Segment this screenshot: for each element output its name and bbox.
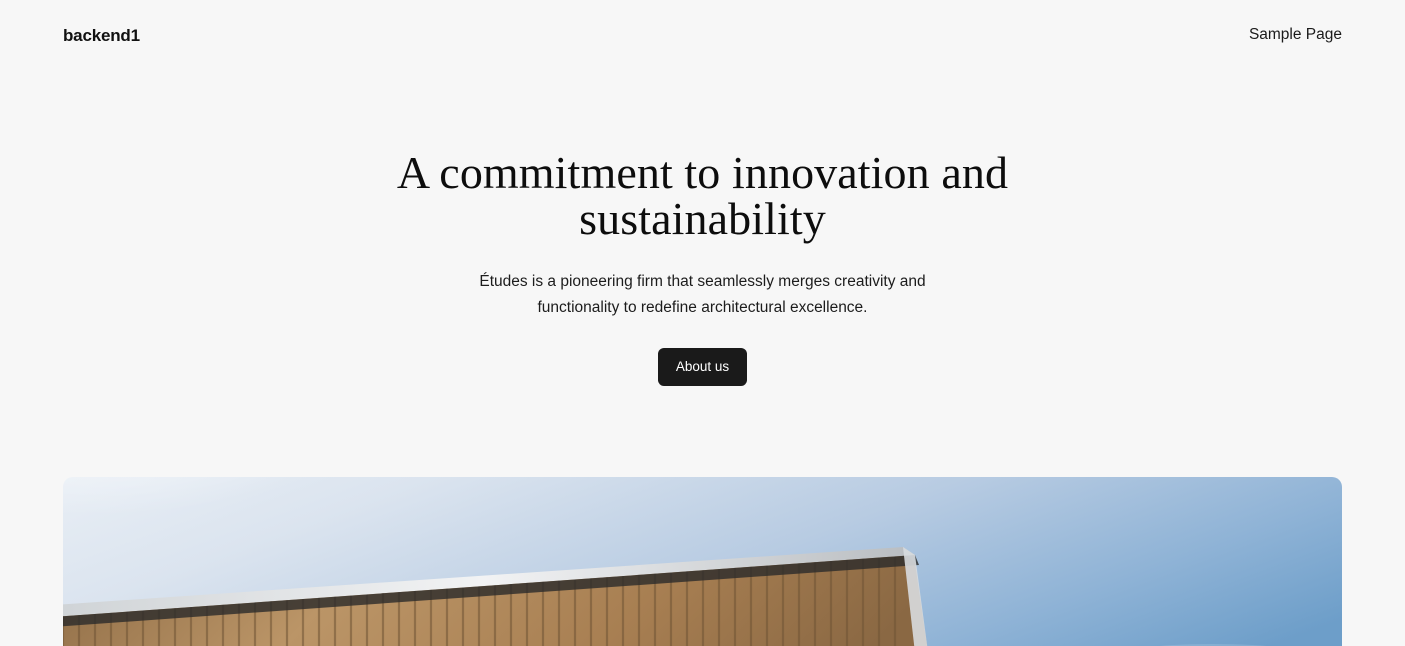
hero-section [0, 147, 1405, 386]
hero-image [63, 477, 1342, 646]
site-title[interactable]: backend1 [63, 25, 140, 45]
site-header [0, 0, 1405, 70]
hero-subtitle: Études is a pioneering firm that seamlessly merges creativity and functionality to redefine architectural excellence. [479, 273, 926, 316]
nav-link-sample-page[interactable]: Sample Page [1248, 26, 1342, 44]
primary-navigation [1249, 27, 1342, 43]
hero-title: A commitment to innovation and sustainability [396, 147, 1009, 244]
about-us-button[interactable]: About us [658, 348, 747, 386]
hero-cta-wrapper [0, 348, 1405, 386]
